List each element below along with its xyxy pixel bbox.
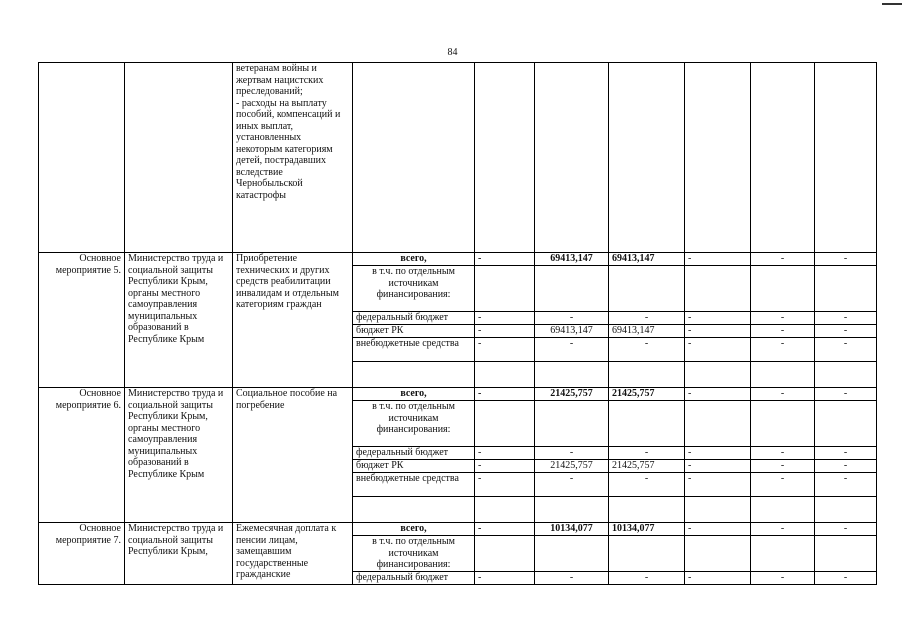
value-dash: - — [475, 388, 535, 401]
value-dash: - — [535, 338, 609, 362]
value-cell — [751, 362, 815, 388]
table-row — [39, 253, 877, 266]
rk-year: 69413,147 — [609, 325, 685, 338]
value-dash: - — [535, 572, 609, 585]
value-dash: - — [475, 338, 535, 362]
rk-year: 21425,757 — [609, 460, 685, 473]
value-dash: - — [535, 447, 609, 460]
value-cell — [685, 536, 751, 572]
value-dash: - — [475, 460, 535, 473]
value-cell — [535, 536, 609, 572]
value-dash: - — [685, 338, 751, 362]
value-cell — [475, 362, 535, 388]
value-dash: - — [609, 473, 685, 497]
value-cell — [685, 401, 751, 447]
table-row — [39, 388, 877, 401]
value-dash: - — [751, 447, 815, 460]
value-cell — [535, 63, 609, 253]
funding-federal-label: федеральный бюджет — [353, 447, 475, 460]
value-dash: - — [685, 312, 751, 325]
value-cell — [609, 536, 685, 572]
funding-federal-label: федеральный бюджет — [353, 312, 475, 325]
value-dash: - — [751, 312, 815, 325]
scan-mark — [882, 3, 902, 5]
value-cell — [751, 497, 815, 523]
value-dash: - — [475, 447, 535, 460]
value-cell — [815, 362, 877, 388]
value-cell — [609, 401, 685, 447]
value-dash: - — [609, 338, 685, 362]
value-dash: - — [475, 572, 535, 585]
value-cell — [815, 63, 877, 253]
funding-extra-label: внебюджетные средства — [353, 338, 475, 362]
total-sum: 21425,757 — [535, 388, 609, 401]
value-cell — [353, 497, 475, 523]
measure-purpose: Приобретение технических и других средств реабилитации инвалидам и отдельным категориям граждан — [233, 253, 353, 388]
total-sum: 10134,077 — [535, 523, 609, 536]
value-dash: - — [535, 312, 609, 325]
purpose-text: ветеранам войны и жертвам нацистских преследований; - расходы на выплату пособий, компенсаций и иных выплат, установленных некоторым категориям детей, пострадавших вследствие Чернобыльской катастрофы — [236, 63, 341, 201]
funding-rk-label: бюджет РК — [353, 460, 475, 473]
value-cell — [685, 63, 751, 253]
rk-sum: 69413,147 — [535, 325, 609, 338]
funding-federal-label: федеральный бюджет — [353, 572, 475, 585]
funding-total-label: всего, — [353, 253, 475, 266]
value-dash: - — [535, 473, 609, 497]
measure-executor: Министерство труда и социальной защиты Республики Крым, органы местного самоуправления муниципальных образований в Республике Крым — [125, 253, 233, 388]
value-dash: - — [815, 325, 877, 338]
value-dash: - — [815, 338, 877, 362]
value-cell — [475, 497, 535, 523]
total-sum: 69413,147 — [535, 253, 609, 266]
measure-executor: Министерство труда и социальной защиты Республики Крым, органы местного самоуправления муниципальных образований в Республике Крым — [125, 388, 233, 523]
value-dash: - — [751, 253, 815, 266]
value-cell — [751, 401, 815, 447]
value-dash: - — [815, 460, 877, 473]
value-cell — [815, 536, 877, 572]
table-row — [39, 523, 877, 536]
value-dash: - — [815, 473, 877, 497]
value-dash: - — [751, 338, 815, 362]
value-dash: - — [685, 447, 751, 460]
value-dash: - — [609, 572, 685, 585]
value-cell — [751, 266, 815, 312]
funding-source-cell — [353, 63, 475, 253]
measure-purpose: Ежемесячная доплата к пенсии лицам, замещавшим государственные гражданские — [233, 523, 353, 585]
measure-executor: Министерство труда и социальной защиты Республики Крым, — [125, 523, 233, 585]
value-dash: - — [609, 447, 685, 460]
funding-sources-label: в т.ч. по отдельным источникам финансирования: — [353, 536, 475, 572]
value-dash: - — [475, 325, 535, 338]
value-dash: - — [751, 325, 815, 338]
value-dash: - — [685, 325, 751, 338]
measure-name: Основное мероприятие 6. — [39, 388, 125, 523]
table-row — [39, 63, 877, 253]
value-cell — [475, 266, 535, 312]
value-dash: - — [751, 388, 815, 401]
value-dash: - — [475, 312, 535, 325]
value-dash: - — [751, 572, 815, 585]
value-cell — [535, 401, 609, 447]
funding-table — [38, 62, 877, 585]
rk-sum: 21425,757 — [535, 460, 609, 473]
value-cell — [751, 63, 815, 253]
funding-sources-label: в т.ч. по отдельным источникам финансирования: — [353, 401, 475, 447]
value-cell — [685, 362, 751, 388]
value-dash: - — [475, 473, 535, 497]
purpose-cell — [233, 63, 353, 253]
value-dash: - — [685, 473, 751, 497]
value-cell — [815, 266, 877, 312]
value-cell — [751, 536, 815, 572]
funding-rk-label: бюджет РК — [353, 325, 475, 338]
funding-total-label: всего, — [353, 523, 475, 536]
funding-extra-label: внебюджетные средства — [353, 473, 475, 497]
value-dash: - — [609, 312, 685, 325]
value-cell — [815, 497, 877, 523]
value-dash: - — [751, 473, 815, 497]
value-cell — [535, 497, 609, 523]
value-dash: - — [815, 447, 877, 460]
value-dash: - — [685, 523, 751, 536]
total-year: 21425,757 — [609, 388, 685, 401]
measure-purpose: Социальное пособие на погребение — [233, 388, 353, 523]
funding-sources-label: в т.ч. по отдельным источникам финансирования: — [353, 266, 475, 312]
total-year: 10134,077 — [609, 523, 685, 536]
funding-total-label: всего, — [353, 388, 475, 401]
value-cell — [475, 63, 535, 253]
value-cell — [685, 266, 751, 312]
value-cell — [353, 362, 475, 388]
page-number: 84 — [447, 47, 458, 58]
total-year: 69413,147 — [609, 253, 685, 266]
value-cell — [535, 266, 609, 312]
value-cell — [475, 401, 535, 447]
executor-cell — [125, 63, 233, 253]
value-cell — [609, 362, 685, 388]
value-cell — [609, 63, 685, 253]
value-dash: - — [751, 523, 815, 536]
measure-name: Основное мероприятие 7. — [39, 523, 125, 585]
value-cell — [609, 497, 685, 523]
value-dash: - — [475, 253, 535, 266]
value-dash: - — [475, 523, 535, 536]
value-dash: - — [815, 312, 877, 325]
value-cell — [535, 362, 609, 388]
value-dash: - — [815, 523, 877, 536]
value-dash: - — [685, 572, 751, 585]
value-cell — [685, 497, 751, 523]
value-dash: - — [751, 460, 815, 473]
value-dash: - — [815, 572, 877, 585]
measure-name-cell — [39, 63, 125, 253]
value-dash: - — [685, 460, 751, 473]
value-cell — [609, 266, 685, 312]
value-dash: - — [815, 388, 877, 401]
value-cell — [815, 401, 877, 447]
value-cell — [475, 536, 535, 572]
value-dash: - — [815, 253, 877, 266]
measure-name: Основное мероприятие 5. — [39, 253, 125, 388]
value-dash: - — [685, 388, 751, 401]
value-dash: - — [685, 253, 751, 266]
